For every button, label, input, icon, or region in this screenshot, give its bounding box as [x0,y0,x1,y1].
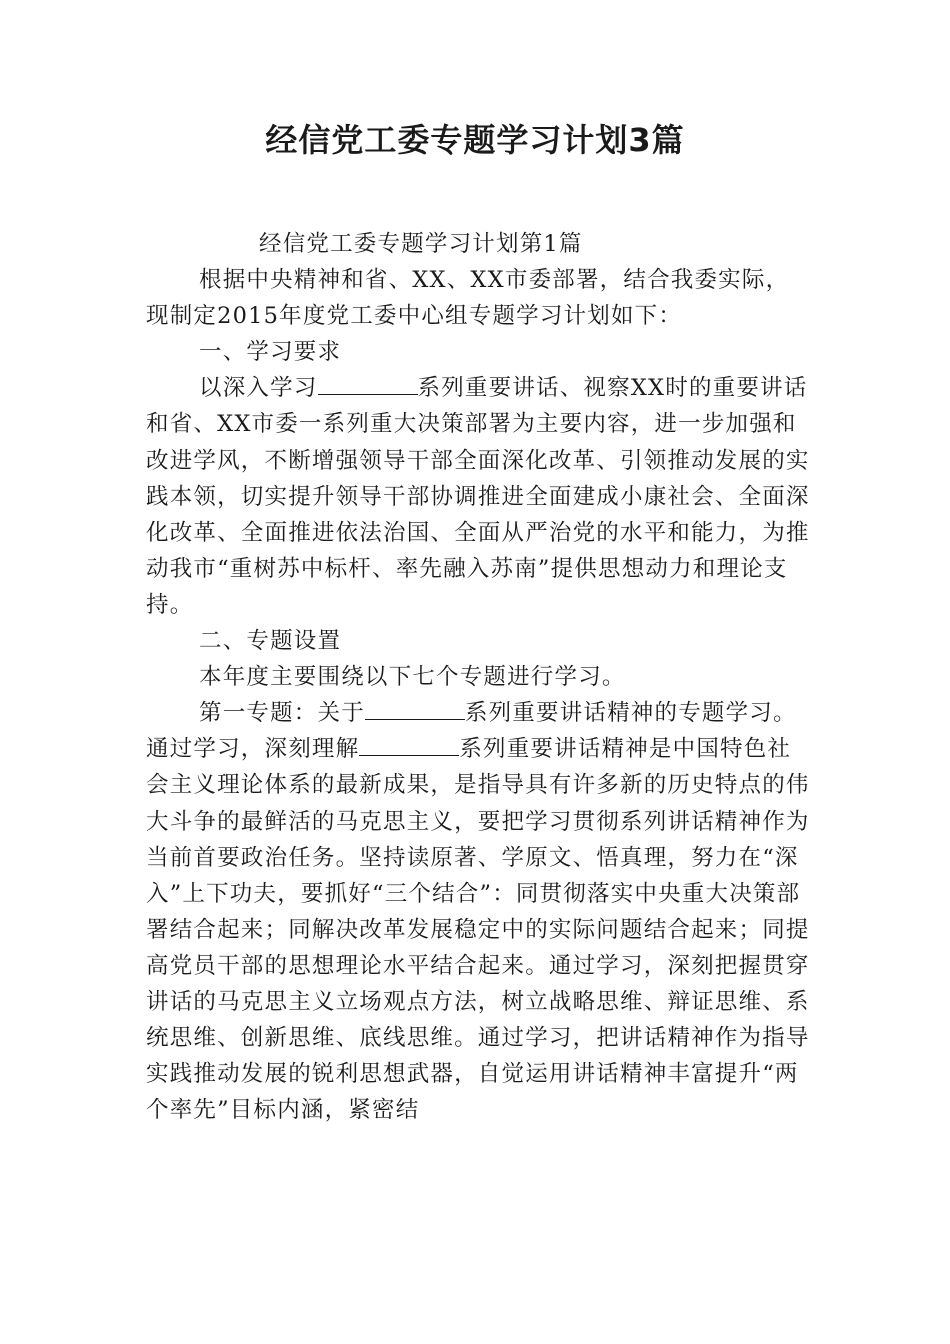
section-heading-topics: 二、专题设置 [199,628,342,655]
document-body [146,226,810,1128]
topics-intro-paragraph: 本年度主要围绕以下七个专题进行学习。 [199,664,626,691]
topic1-text-start: 第一专题：关于 [199,700,365,727]
blank-line [359,735,459,756]
topic1-text-rest: 系列重要讲话精神是中国特色社会主义理论体系的最新成果，是指导具有许多新的历史特点的伟大斗争的最鲜活的马克思主义，要把学习贯彻系列讲话精神作为当前首要政治任务。坚持读原著、学原文、悟真理，努力在“深入”上下功夫，要抓好“三个结合”：同贯彻落实中央重大决策部署结合起来；同解决改革发展稳定中的实际问题结合起来；同提高党员干部的思想理论水平结合起来。通过学习，深刻把握贯穿讲话的马克思主义立场观点方法，树立战略思维、辩证思维、系统思维、创新思维、底线思维。通过学习，把讲话精神作为指导实践推动发展的锐利思想武器，自觉运用讲话精神丰富提升“两个率先”目标内涵，紧密结 [146,736,810,1124]
document-subtitle: 经信党工委专题学习计划第1篇 [259,231,583,257]
topic1-paragraph [146,695,810,1128]
blank-line [365,699,465,720]
section-heading-requirements: 一、学习要求 [199,339,342,366]
blank-line [318,374,418,395]
requirements-text-start: 以深入学习 [199,375,318,402]
requirements-paragraph [146,370,810,623]
requirements-text-rest: 系列重要讲话、视察XX时的重要讲话和省、XX市委一系列重大决策部署为主要内容，进一步加强和改进学风，不断增强领导干部全面深化改革、引领推动发展的实践本领，切实提升领导干部协调推进全面建成小康社会、全面深化改革、全面推进依法治国、全面从严治党的水平和能力，为推动我市“重树苏中标杆、率先融入苏南”提供思想动力和理论支持。 [146,375,810,618]
document-title: 经信党工委专题学习计划3篇 [265,121,685,159]
intro-paragraph: 根据中央精神和省、XX、XX市委部署，结合我委实际，现制定2015年度党工委中心组专题学习计划如下： [146,267,790,330]
topic1-text-middle: 系列重要讲话精神的专题学习。通过学习，深刻理解 [146,700,797,763]
